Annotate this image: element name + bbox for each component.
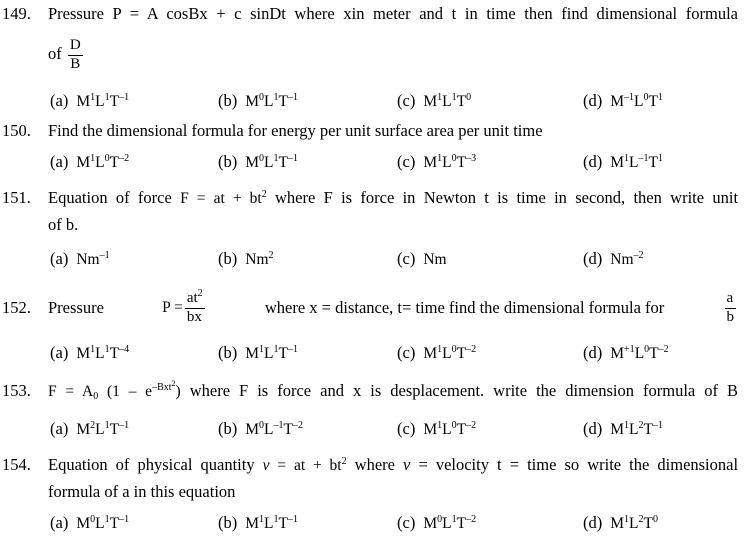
option <box>583 515 658 532</box>
option <box>218 154 298 171</box>
question-number: 150. <box>2 121 31 140</box>
option-label: (b) <box>218 419 238 438</box>
option <box>50 93 129 110</box>
option-label: (a) <box>50 513 69 532</box>
fraction-denominator: bx <box>186 308 202 325</box>
option-value: $M^0L^1T^{-1}$ <box>245 153 298 171</box>
question-stem-line2: formula of a in this equation <box>48 482 236 501</box>
option <box>218 345 298 362</box>
stem-text: where F is force in Newton t is time in second, then write unit <box>275 188 739 207</box>
option-label: (c) <box>397 152 416 171</box>
option-value: $M^0L^{-1}T^{-2}$ <box>245 420 303 438</box>
option-value: $M^2L^1T^{-1}$ <box>76 420 130 438</box>
option-label: (a) <box>50 91 69 110</box>
option <box>397 515 476 532</box>
stem-text: of <box>48 44 62 64</box>
option-label: (b) <box>218 91 238 110</box>
option-value: $M^1L^0T^{-2}$ <box>76 153 130 171</box>
question-stem: Find the dimensional formula for energy per unit surface area per unit time <box>48 121 543 140</box>
option-value: $M^0L^1T^{-2}$ <box>423 514 477 532</box>
stem-text: where <box>354 455 395 474</box>
question-stem <box>48 379 739 402</box>
option-label: (d) <box>583 343 603 362</box>
option-label: (c) <box>397 249 416 268</box>
option <box>50 421 129 438</box>
option-label: (a) <box>50 419 69 438</box>
question-number: 154. <box>2 455 31 474</box>
equation: F = at + $bt^2$ <box>180 189 267 207</box>
option-label: (d) <box>583 513 603 532</box>
option-value: $M^1L^2T^{-1}$ <box>610 420 663 438</box>
option-label: (a) <box>50 152 69 171</box>
option-value: $M^0L^1T^{-1}$ <box>245 92 298 110</box>
stem-text: Equation of force <box>48 188 172 207</box>
option-value: $M^{+1}L^0T^{-2}$ <box>610 344 669 362</box>
option-value: Nm$^2$ <box>245 250 274 268</box>
option-value: $M^1L^0T^{-2}$ <box>423 344 477 362</box>
question-stem <box>48 288 738 328</box>
stem-variable: v <box>403 455 411 474</box>
option <box>50 154 129 171</box>
question-stem: Pressure P = A cosBx + c sinDt where xin meter and t in time then find dimensional formula <box>48 4 738 23</box>
question-number: 153. <box>2 381 31 400</box>
equation: $F = A_0$ $(1 - e^{-Bxt^2})$ <box>48 379 181 402</box>
option <box>50 515 129 532</box>
option-label: (b) <box>218 249 238 268</box>
option-value: $M^1L^0T^{-2}$ <box>423 420 477 438</box>
option <box>397 154 476 171</box>
question-stem <box>48 457 738 474</box>
option-label: (a) <box>50 343 69 362</box>
option-value: $M^0L^1T^{-1}$ <box>76 514 130 532</box>
fraction-numerator: a <box>725 291 737 309</box>
question-number: 152. <box>2 298 31 317</box>
option <box>50 345 129 362</box>
option-value: $M^1L^2T^0$ <box>610 514 658 532</box>
question-number: 149. <box>2 4 31 23</box>
option <box>218 515 298 532</box>
option <box>218 421 303 438</box>
option-value: $M^1L^1T^{-1}$ <box>245 514 298 532</box>
option <box>583 154 663 171</box>
stem-text: Equation of physical quantity <box>48 455 255 474</box>
option <box>397 93 471 110</box>
fraction-numerator: D <box>68 38 83 56</box>
question-number: 151. <box>2 188 31 207</box>
option-label: (a) <box>50 249 69 268</box>
stem-text: where x = distance, t= time find the dimensional formula for <box>264 297 665 317</box>
option <box>397 421 476 438</box>
stem-text: where F is force and x is desplacement. write the dimension formula of B <box>189 381 739 400</box>
option-label: (d) <box>583 152 603 171</box>
option-value: $M^1L^1T^{-1}$ <box>245 344 298 362</box>
option-label: (d) <box>583 91 603 110</box>
option <box>583 93 663 110</box>
option <box>583 345 669 362</box>
option-label: (b) <box>218 343 238 362</box>
option-value: Nm <box>423 251 447 268</box>
fraction <box>725 291 737 326</box>
option-label: (c) <box>397 343 416 362</box>
option <box>218 251 274 268</box>
fraction <box>68 38 83 73</box>
option <box>397 345 476 362</box>
equation: P = $\frac{at^2}{bx}$ <box>162 287 203 325</box>
equation: v = at + $bt^2$ <box>262 456 347 474</box>
option-value: $M^1L^0T^{-3}$ <box>423 153 477 171</box>
stem-text: = velocity t = time so write the dimensional <box>418 455 739 474</box>
option-label: (b) <box>218 152 238 171</box>
option-value: $M^1L^1T^{-1}$ <box>76 92 130 110</box>
option-value: $M^{-1}L^0T^1$ <box>610 92 663 110</box>
option <box>50 251 110 268</box>
stem-text: Pressure <box>48 297 104 317</box>
option-value: $M^1L^{-1}T^1$ <box>610 153 663 171</box>
option-label: (d) <box>583 249 603 268</box>
option-value: $M^1L^1T^{-4}$ <box>76 344 130 362</box>
option <box>218 93 298 110</box>
fraction <box>185 287 205 326</box>
option-value: $Nm^{-1}$ <box>76 250 110 268</box>
option-label: (c) <box>397 513 416 532</box>
option-label: (c) <box>397 419 416 438</box>
fraction-numerator: $at^2$ <box>185 291 205 309</box>
option <box>397 251 447 268</box>
option-label: (d) <box>583 419 603 438</box>
option <box>583 421 663 438</box>
fraction-denominator: b <box>726 308 734 325</box>
option <box>583 251 644 268</box>
option-value: $Nm^{-2}$ <box>610 250 644 268</box>
question-stem-line2: of b. <box>48 215 79 234</box>
option-label: (c) <box>397 91 416 110</box>
question-stem <box>48 190 738 207</box>
question-stem-line2 <box>48 38 85 73</box>
option-value: $M^1L^1T^0$ <box>423 92 472 110</box>
fraction-denominator: B <box>70 55 81 72</box>
option-label: (b) <box>218 513 238 532</box>
